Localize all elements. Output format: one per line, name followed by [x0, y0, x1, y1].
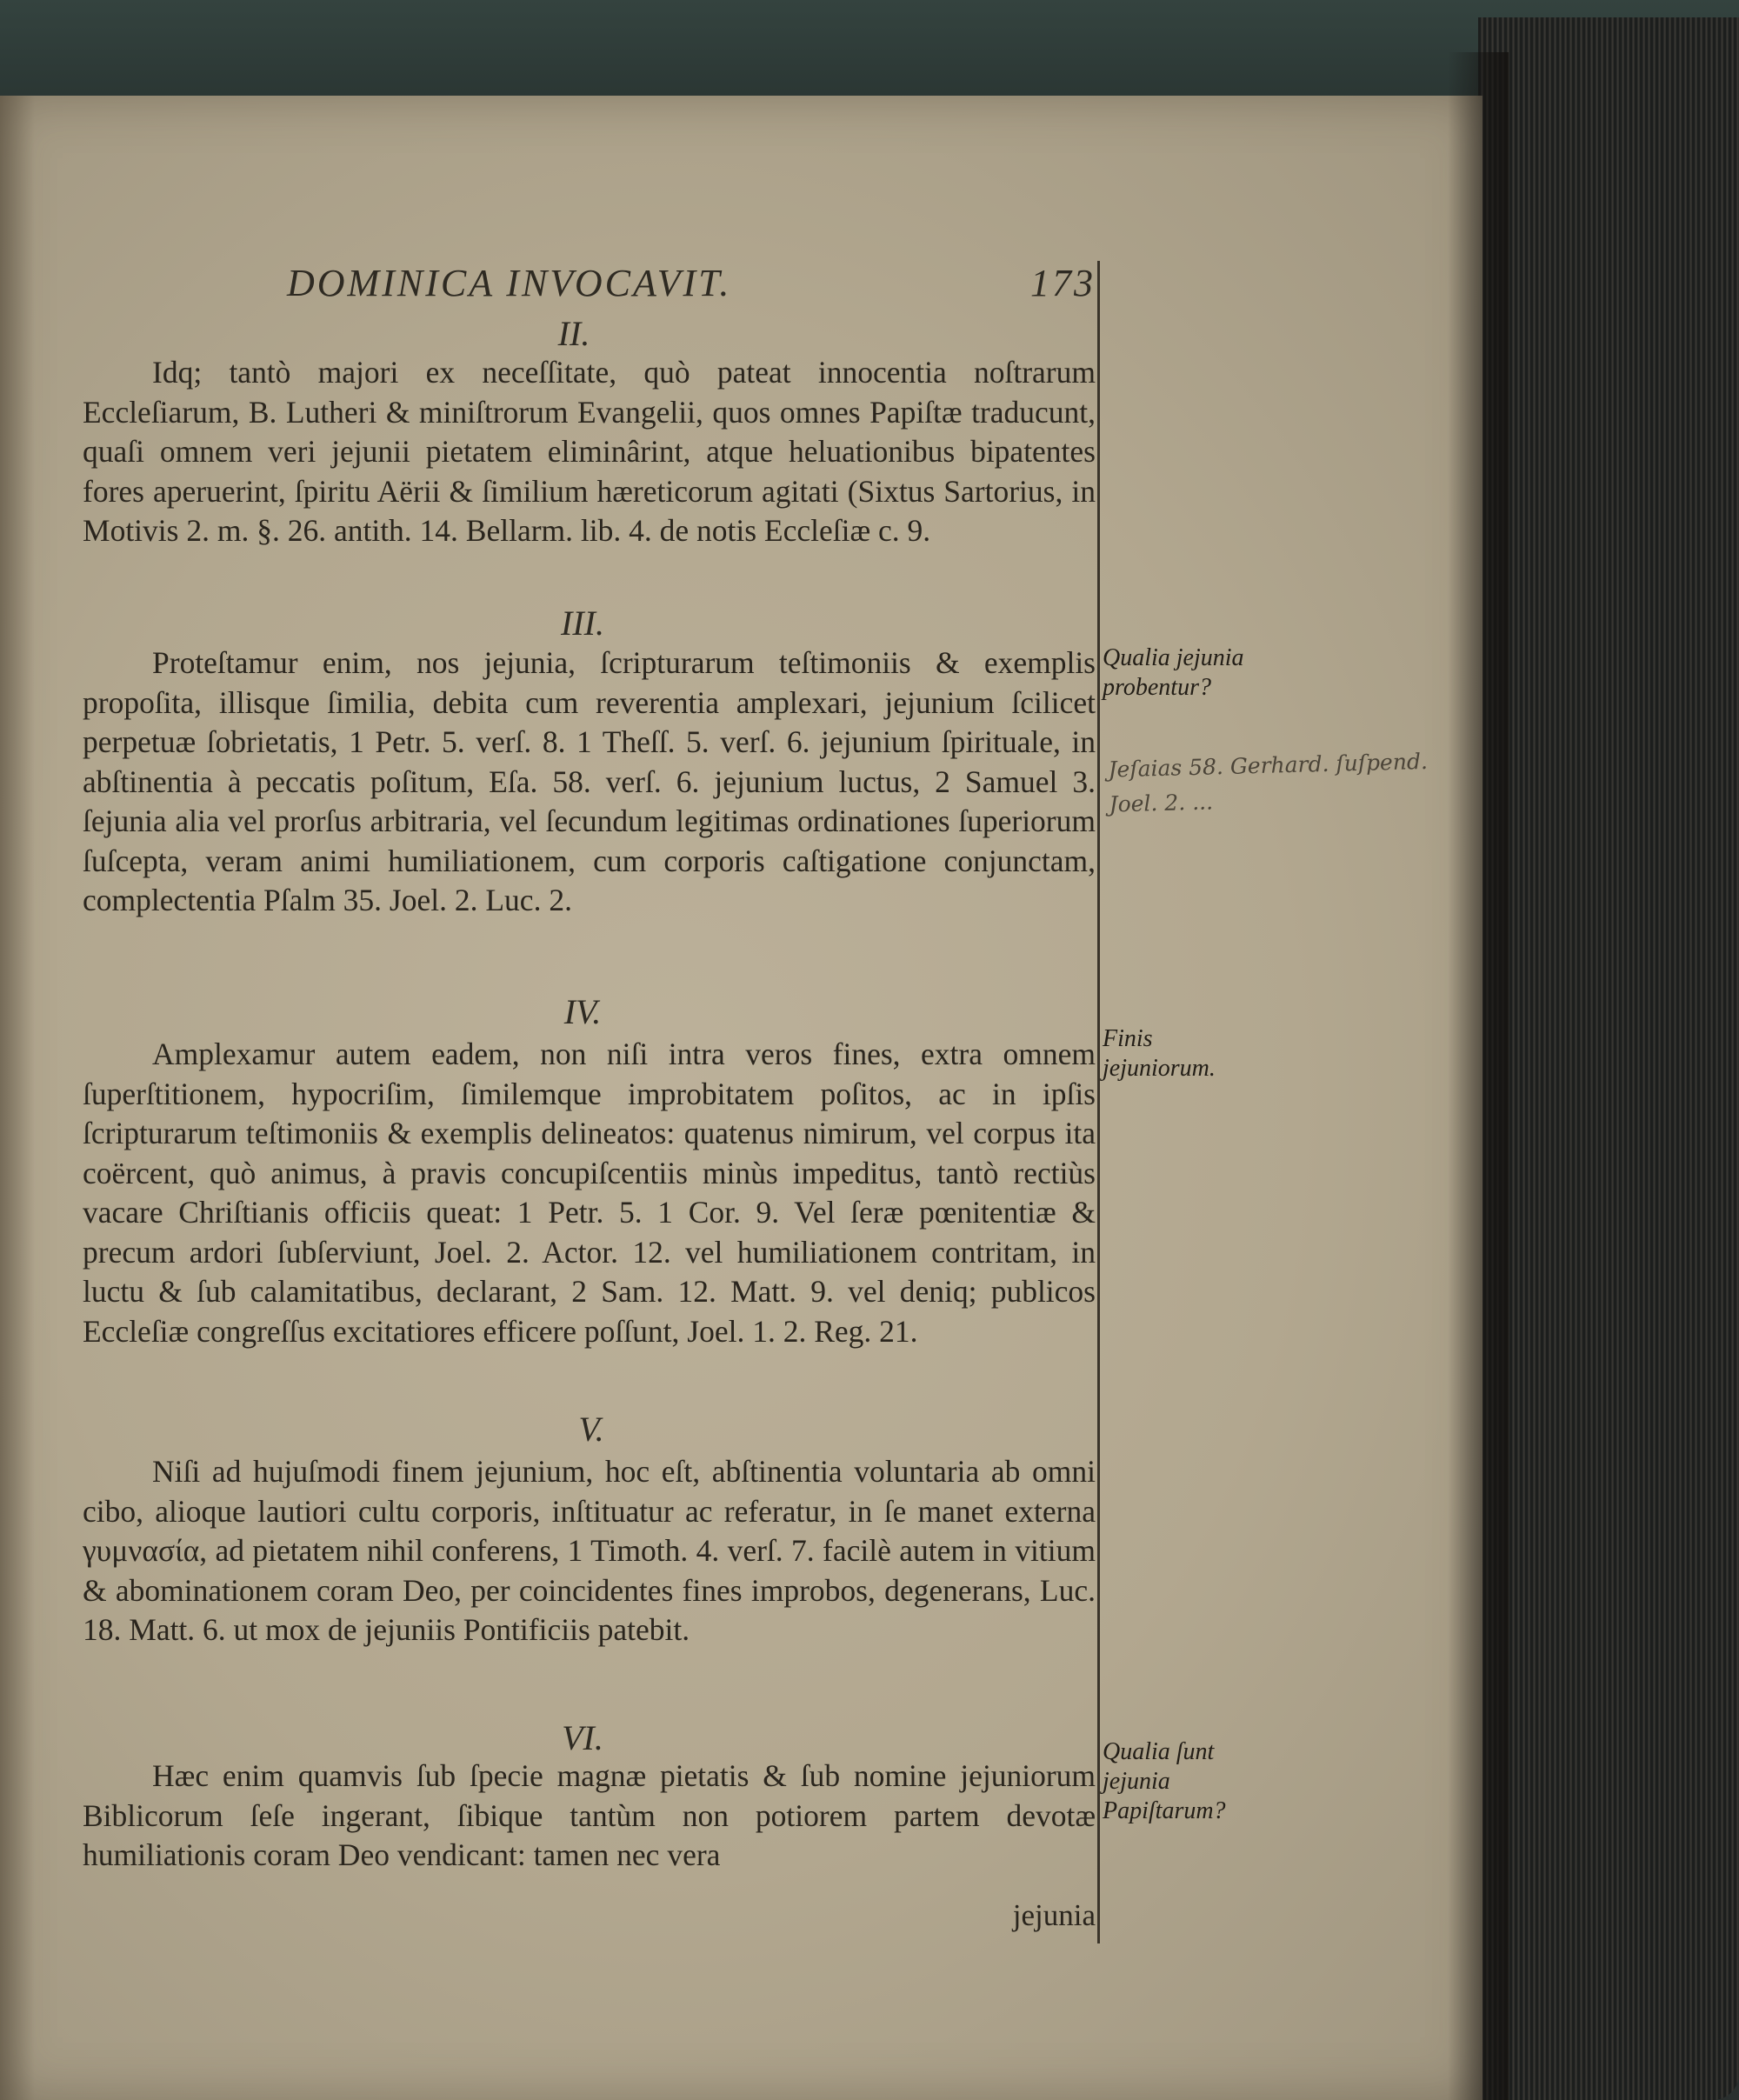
paragraph-4: [83, 1035, 1096, 1351]
section-numeral-3: III.: [561, 603, 604, 643]
margin-note-qualia-jejunia: Qualia jejunia probentur?: [1103, 644, 1244, 701]
section-numeral-4: IV.: [563, 992, 602, 1031]
paragraph-5: [83, 1452, 1096, 1650]
column-rule: [1097, 261, 1100, 1943]
margin-note-finis-jejuniorum: Finis jejuniorum.: [1103, 1025, 1216, 1082]
paragraph-6-text: Hæc enim quamvis ſub ſpecie magnæ pietatis & ſub nomine jejuniorum Biblicorum ſeſe ingerant, ſibique tantùm non potiorem partem devotæ humiliationis coram Deo vendicant: tamen nec vera: [83, 1758, 1096, 1872]
section-numeral-2: II.: [557, 314, 590, 353]
paragraph-3: [83, 643, 1096, 921]
section-numeral-5: V.: [578, 1410, 604, 1449]
running-header: [287, 261, 1096, 313]
paragraph-3-text: Proteſtamur enim, nos jejunia, ſcripturarum teſtimoniis & exemplis propoſita, illisque ſimilia, debita cum reverentia amplexari, jejunium ſcilicet perpetuæ ſobrietatis, 1 Petr. 5. verſ. 8. 1 Theſſ. 5. verſ. 6. jejunium ſpirituale, in abſtinentia à peccatis poſitum, Eſa. 58. verſ. 6. jejunium luctus, 2 Samuel 3. ſejunia alia vel prorſus arbitraria, vel ſecundum legitimas ordinationes ſuperiorum ſuſcepta, veram animi humiliationem, cum corporis caſtigatione conjunctam, complectentia Pſalm 35. Joel. 2. Luc. 2.: [83, 645, 1096, 917]
book-fore-edge: [1478, 17, 1739, 2100]
paragraph-6: [83, 1757, 1096, 1876]
handwritten-annotation: Jeſaias 58. Gerhard. ſuſpend. Joel. 2. ...: [1108, 748, 1429, 817]
paragraph-5-text: Niſi ad hujuſmodi finem jejunium, hoc eſt, abſtinentia voluntaria ab omni cibo, alioque lautiori cultu corporis, inſtituatur ac referatur, in ſe manet externa γυμνασία, ad pietatem nihil conferens, 1 Timoth. 4. verſ. 7. facilè autem in vitium & abominationem coram Deo, per coincidentes fines improbos, degenerans, Luc. 18. Matt. 6. ut mox de jejuniis Pontificiis patebit.: [83, 1454, 1096, 1647]
catchword: jejunia: [1012, 1898, 1096, 1932]
paragraph-4-text: Amplexamur autem eadem, non niſi intra veros fines, extra omnem ſuperſtitionem, hypocriſim, ſimilemque improbitatem poſitos, ac in ipſis ſcripturarum teſtimoniis & exemplis delineatos: quatenus nimirum, vel corpus ita coërcent, quò animus, à pravis concupiſcentiis minùs impeditus, tantò rectiùs vacare Chriſtianis officiis queat: 1 Petr. 5. 1 Cor. 9. Vel ſeræ pœnitentiæ & precum ardori ſubſerviunt, Joel. 2. Actor. 12. vel humiliationem contritam, in luctu & ſub calamitatibus, declarant, 2 Sam. 12. Matt. 9. vel deniq; publicos Eccleſiæ congreſſus excitatiores efficere poſſunt, Joel. 1. 2. Reg. 21.: [83, 1037, 1096, 1349]
paragraph-2-text: Idq; tantò majori ex neceſſitate, quò pateat innocentia noſtrarum Eccleſiarum, B. Lutheri & miniſtrorum Evangelii, quos omnes Papiſtæ traducunt, quaſi omnem veri jejunii pietatem eliminârint, atque heluationibus bipatentes fores aperuerint, ſpiritu Aërii & ſimilium hæreticorum agitati (Sixtus Sartorius, in Motivis 2. m. §. 26. antith. 14. Bellarm. lib. 4. de notis Eccleſiæ c. 9.: [83, 355, 1096, 548]
header-title: DOMINICA INVOCAVIT.: [287, 262, 732, 304]
section-numeral-6: VI.: [562, 1718, 603, 1757]
paragraph-2: [83, 353, 1096, 551]
margin-note-jejunia-papistarum: Qualia ſunt jejunia Papiſtarum?: [1103, 1738, 1226, 1824]
page-number: 173: [1030, 262, 1096, 304]
page-gutter-shadow: [1448, 52, 1509, 2100]
